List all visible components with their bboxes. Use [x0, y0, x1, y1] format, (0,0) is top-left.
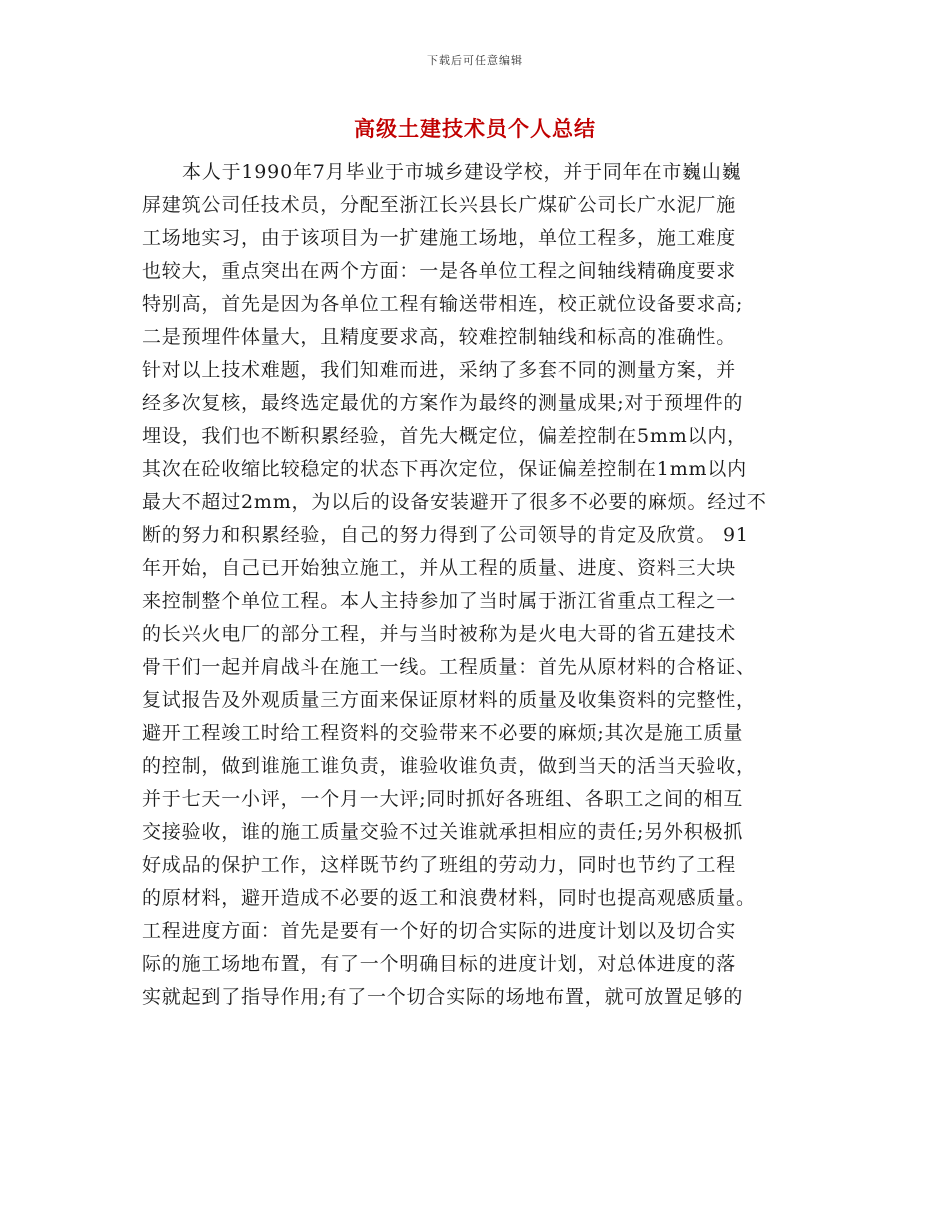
- body-line: 最大不超过2mm，为以后的设备安装避开了很多不必要的麻烦。经过不: [142, 491, 767, 513]
- body-line: 复试报告及外观质量三方面来保证原材料的质量及收集资料的完整性，: [142, 689, 756, 711]
- body-line: 实就起到了指导作用;有了一个切合实际的场地布置，就可放置足够的: [142, 986, 744, 1008]
- body-line: 其次在砼收缩比较稳定的状态下再次定位，保证偏差控制在1mm以内: [142, 458, 747, 480]
- body-text: [142, 156, 808, 1014]
- body-line: 工场地实习，由于该项目为一扩建施工场地，单位工程多，施工难度: [142, 227, 737, 249]
- body-line: 埋设，我们也不断积累经验，首先大概定位，偏差控制在5mm以内，: [142, 425, 747, 447]
- body-line: 好成品的保护工作，这样既节约了班组的劳动力，同时也节约了工程: [142, 854, 737, 876]
- body-line: 年开始，自己已开始独立施工，并从工程的质量、进度、资料三大块: [142, 557, 737, 579]
- body-line: 的长兴火电厂的部分工程，并与当时被称为是火电大哥的省五建技术: [142, 623, 737, 645]
- body-line: 特别高，首先是因为各单位工程有输送带相连，校正就位设备要求高;: [142, 293, 744, 315]
- body-line: 工程进度方面：首先是要有一个好的切合实际的进度计划以及切合实: [142, 920, 737, 942]
- body-line: 避开工程竣工时给工程资料的交验带来不必要的麻烦;其次是施工质量: [142, 722, 744, 744]
- document-title: 高级土建技术员个人总结: [354, 116, 596, 141]
- body-line: 屏建筑公司任技术员，分配至浙江长兴县长广煤矿公司长广水泥厂施: [142, 194, 737, 216]
- body-line: 断的努力和积累经验，自己的努力得到了公司领导的肯定及欣赏。 91: [142, 524, 749, 546]
- body-line: 本人于1990年7月毕业于市城乡建设学校，并于同年在市巍山巍: [182, 161, 742, 183]
- body-line: 针对以上技术难题，我们知难而进，采纳了多套不同的测量方案，并: [142, 359, 737, 381]
- body-line: 经多次复核，最终选定最优的方案作为最终的测量成果;对于预埋件的: [142, 392, 744, 414]
- body-line: 的控制，做到谁施工谁负责，谁验收谁负责，做到当天的活当天验收，: [142, 755, 756, 777]
- body-line: 二是预埋件体量大，且精度要求高，较难控制轴线和标高的准确性。: [142, 326, 737, 348]
- body-line: 交接验收，谁的施工质量交验不过关谁就承担相应的责任;另外积极抓: [142, 821, 744, 843]
- body-line: 来控制整个单位工程。本人主持参加了当时属于浙江省重点工程之一: [142, 590, 737, 612]
- body-line: 的原材料，避开造成不必要的返工和浪费材料，同时也提高观感质量。: [142, 887, 756, 909]
- body-line: 也较大，重点突出在两个方面：一是各单位工程之间轴线精确度要求: [142, 260, 737, 282]
- body-line: 并于七天一小评，一个月一大评;同时抓好各班组、各职工之间的相互: [142, 788, 744, 810]
- body-line: 骨干们一起并肩战斗在施工一线。工程质量：首先从原材料的合格证、: [142, 656, 756, 678]
- header-note: 下载后可任意编辑: [427, 54, 523, 67]
- body-line: 际的施工场地布置，有了一个明确目标的进度计划，对总体进度的落: [142, 953, 737, 975]
